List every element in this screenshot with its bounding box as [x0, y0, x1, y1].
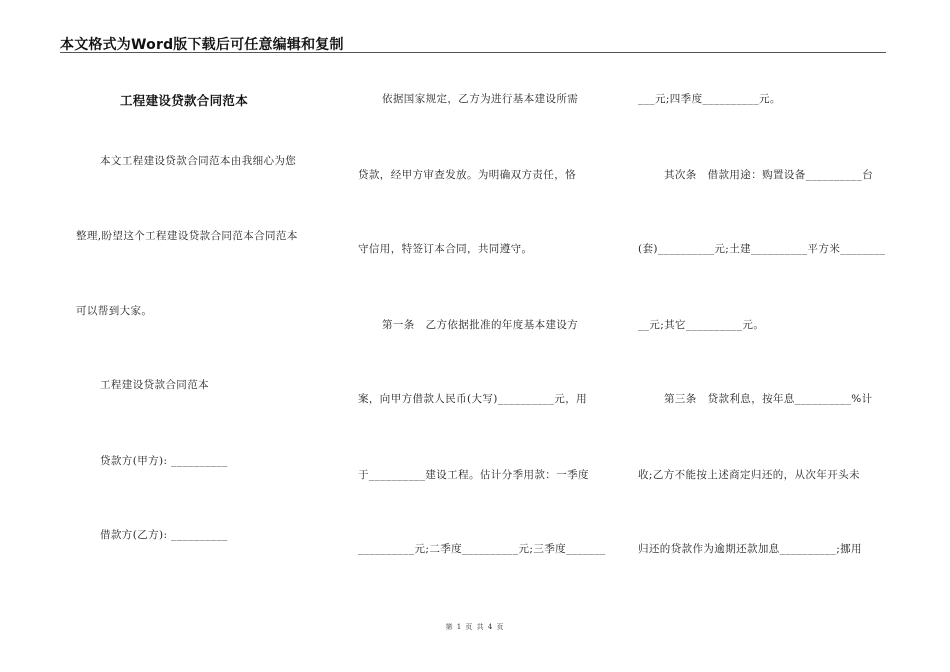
paragraph-line: 贷款，经甲方审查发放。为明确双方责任，恪 — [358, 169, 576, 181]
clause-line: 收;乙方不能按上述商定归还的，从次年开头未 — [638, 469, 860, 481]
document-banner: 本文格式为Word版下载后可任意编辑和复制 — [60, 37, 344, 53]
text-column-1 — [76, 80, 326, 600]
clause-line: 于__________建设工程。估计分季用款：一季度 — [358, 469, 589, 481]
paragraph-line: 可以帮到大家。 — [76, 305, 153, 317]
document-title: 工程建设贷款合同范本 — [120, 93, 249, 108]
clause-line: 其次条 借款用途：购置设备__________台 — [664, 169, 874, 181]
clause-line: ___元;四季度__________元。 — [638, 93, 781, 105]
section-heading: 工程建设贷款合同范本 — [100, 379, 209, 391]
clause-line: (套)__________元;土建__________平方米________ — [638, 243, 886, 255]
clause-line: 第一条 乙方依据批准的年度基本建设方 — [382, 319, 579, 331]
text-column-2 — [358, 80, 608, 600]
clause-line: 归还的贷款作为逾期还款加息__________;挪用 — [638, 543, 862, 555]
paragraph-line: 守信用，特签订本合同，共同遵守。 — [358, 243, 533, 255]
clause-line: __________元;二季度__________元;三季度_______ — [358, 543, 606, 555]
page-number: 第 1 页 共 4 页 — [445, 623, 505, 631]
clause-line: __元;其它__________元。 — [638, 319, 765, 331]
borrower-field: 借款方(乙方): __________ — [100, 529, 228, 541]
paragraph-line: 依据国家规定，乙方为进行基本建设所需 — [382, 93, 579, 105]
paragraph-line: 本文工程建设贷款合同范本由我细心为您 — [100, 155, 297, 167]
clause-line: 案，向甲方借款人民币(大写)__________元，用 — [358, 393, 587, 405]
header-divider — [60, 52, 886, 53]
paragraph-line: 整理,盼望这个工程建设贷款合同范本合同范本 — [76, 230, 298, 242]
text-column-3 — [638, 80, 888, 600]
clause-line: 第三条 贷款利息，按年息__________%计 — [664, 393, 873, 405]
lender-field: 贷款方(甲方): __________ — [100, 455, 228, 467]
